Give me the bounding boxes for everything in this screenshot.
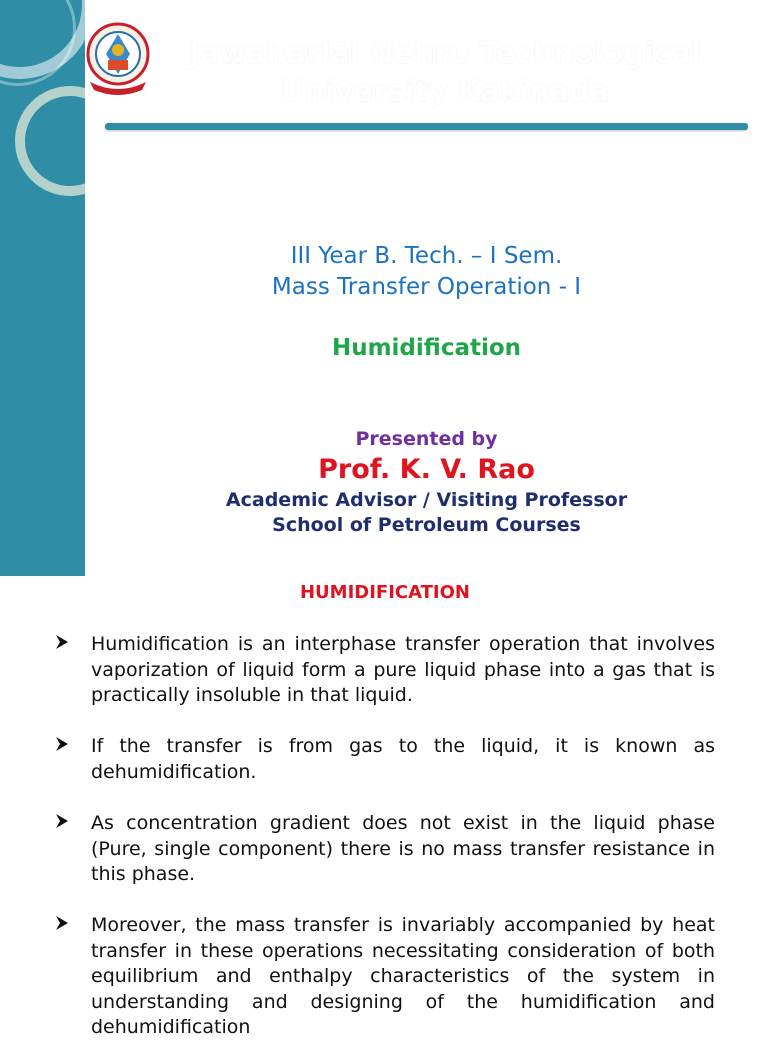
header-divider	[105, 123, 748, 130]
bullet-text: Moreover, the mass transfer is invariably accompanied by heat transfer in these operations necessitating consideration of both equilibrium and enthalpy characteristics of the system in understanding and designing of the humidification and dehumidification	[91, 914, 715, 1038]
arrow-bullet-icon	[55, 735, 69, 753]
course-year: III Year B. Tech. – I Sem.	[290, 243, 563, 269]
left-decorative-panel	[0, 0, 85, 576]
presented-by-label: Presented by	[355, 428, 498, 450]
university-logo	[86, 20, 150, 96]
bullet-text: As concentration gradient does not exist in the liquid phase (Pure, single component) there is no mass transfer resistance in this phase.	[91, 812, 715, 885]
course-name: Mass Transfer Operation - I	[271, 274, 582, 300]
section-heading: HUMIDIFICATION	[299, 582, 470, 603]
arrow-bullet-icon	[55, 812, 69, 830]
presenter-designation: Academic Advisor / Visiting Professor	[225, 489, 628, 511]
bullet-text: Humidification is an interphase transfer operation that involves vaporization of liquid form a pure liquid phase into a gas that is practically insoluble in that liquid.	[91, 633, 715, 706]
decorative-ring	[15, 86, 85, 196]
bullet-text: If the transfer is from gas to the liquid, it is known as dehumidification.	[91, 735, 715, 783]
decorative-ring	[0, 0, 85, 79]
arrow-bullet-icon	[55, 633, 69, 651]
presenter-name: Prof. K. V. Rao	[318, 454, 535, 485]
university-title: Jawaharlal Nehru Technological University Kakinada	[189, 36, 701, 108]
presenter-school: School of Petroleum Courses	[272, 514, 581, 536]
arrow-bullet-icon	[55, 914, 69, 932]
topic-title: Humidification	[331, 335, 522, 361]
